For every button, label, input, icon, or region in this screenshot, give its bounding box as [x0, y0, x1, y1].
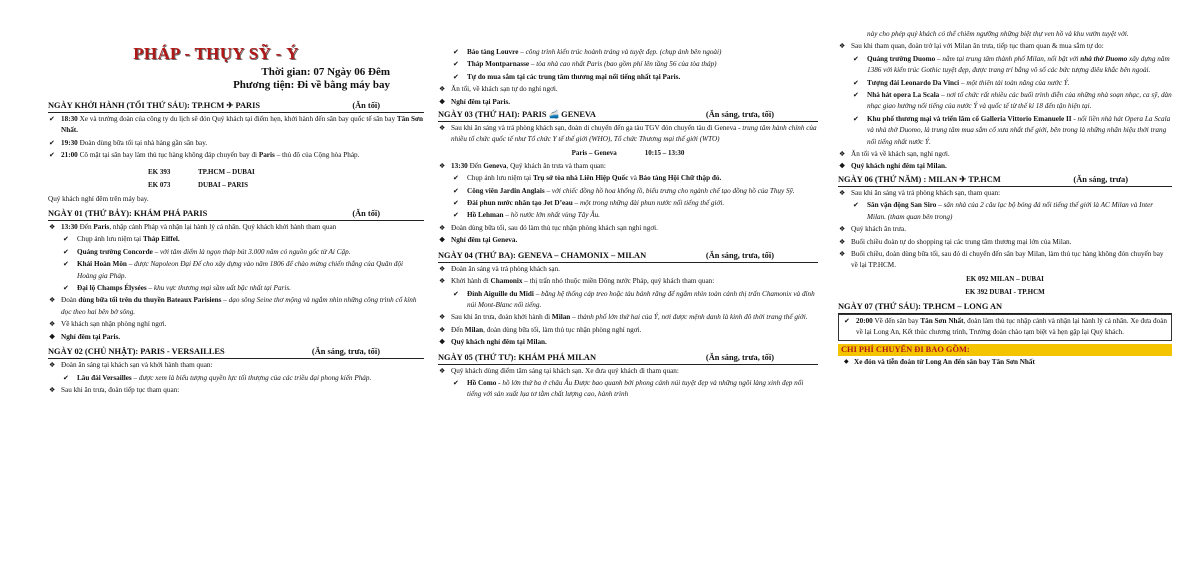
day-heading-3: NGÀY 03 (THỨ HAI): PARIS 🚄 GENEVA (Ăn sáng, trưa, tối): [438, 109, 818, 122]
tour-transport: Phương tiện: Đi về bằng máy bay: [233, 79, 390, 91]
list-item: ❖ Khởi hành đi Chamonix – thị trấn nhỏ thuộc miền Đông nước Pháp, quý khách tham quan:: [438, 276, 818, 287]
list-item: ✔ Nhà hát opera La Scala – nơi tổ chức rất nhiều các buổi trình diễn của những nhà soạn nhạc, ca sỹ, dàn nhạc giao hưởng nổi tiếng của nước Ý và quốc tế từ thế kỉ 18 đến tận hiện tại.: [838, 90, 1172, 113]
list-item: ❖ 13:30 Đến Geneva, Quý khách ăn trưa và tham quan:: [438, 161, 818, 172]
list-item: ❖ Sau khi tham quan, đoàn trở lại với Milan ăn trưa, tiếp tục tham quan & mua sắm tự do:: [838, 41, 1172, 52]
list-item: ✔ Khải Hoàn Môn – được Napoleon Đại Đế cho xây dựng vào năm 1806 để chào mừng chiến thắng của Quân đội Hoàng gia Pháp.: [48, 259, 424, 282]
list-item: ✔ 20:00 Về đến sân bay Tân Sơn Nhất, đoàn làm thủ tục nhập cảnh và nhận lại hành lý cá nhân. Xe đưa đoàn về lại Long An, Kết thúc chương trình, Trưởng đoàn chào tạm biệt và hẹn gặp lại Quý khách.: [843, 316, 1167, 339]
flight-return-2: EK 392 DUBAI - TP.HCM: [965, 287, 1045, 296]
included-costs-list: [838, 357, 1172, 368]
list-item: ❖ Sau khi ăn trưa, đoàn khởi hành đi Milan – thành phố lớn thứ hai của Ý, nơi được mệnh danh là kinh đô thời trang thế giới.: [438, 312, 818, 323]
day4-items: [438, 264, 818, 349]
list-item: ✔ Quảng trường Concorde – với tâm điểm là ngọn tháp bút 3.000 năm có nguồn gốc từ Ai Cập.: [48, 247, 424, 258]
day-heading-4: NGÀY 04 (THỨ BA): GENEVA – CHAMONIX – MILAN (Ăn sáng, trưa, tối): [438, 250, 818, 263]
list-item: ✔ Tự do mua sắm tại các trung tâm thương mại nổi tiếng nhất tại Paris.: [438, 72, 818, 83]
list-item: ✔ Đại lộ Champs Élysées – khu vực thương mại sầm uất bậc nhất tại Paris.: [48, 283, 424, 294]
list-item: ❖ Sau khi ăn sáng và trả phòng khách sạn, tham quan:: [838, 188, 1172, 199]
column-3: [838, 28, 1172, 573]
flight-return-1: EK 092 MILAN – DUBAI: [966, 274, 1044, 283]
list-item: ❖ Nghỉ đêm tại Geneva.: [438, 235, 818, 246]
list-item: ❖ Ăn tối và về khách sạn, nghỉ ngơi.: [838, 149, 1172, 160]
list-item: ✔ Đài phun nước nhân tạo Jet D’eau – một trong những đài phun nước nổi tiếng thế giới.: [438, 198, 818, 209]
departure-items: [48, 114, 424, 162]
day2-items: [48, 360, 424, 396]
list-item: ✔ Lâu đài Versailles – được xem là biểu tượng quyền lực tối thượng của các triều đại phong kiến Pháp.: [48, 373, 424, 384]
list-item: ✔ Chụp ảnh lưu niệm tại Trụ sở tòa nhà Liên Hiệp Quốc và Bảo tàng Hội Chữ thập đỏ.: [438, 173, 818, 184]
list-item: ✔ Công viên Jardin Anglais – với chiếc đồng hồ hoa khổng lồ, biểu trưng cho ngành chế tạo đồng hồ của Thụy Sỹ.: [438, 186, 818, 197]
list-item: ❖ Quý khách nghỉ đêm tại Milan.: [838, 161, 1172, 172]
list-item: ❖ Nghỉ đêm tại Paris.: [438, 97, 818, 108]
list-item: ✔ 21:00 Cô mặt tại sân bay làm thủ tục hàng không đáp chuyến bay đi Paris – thủ đô của Cộng hòa Pháp.: [48, 150, 424, 161]
day1-items: [48, 222, 424, 343]
list-item: ✔ Hồ Lehman – hồ nước lớn nhất vùng Tây Âu.: [438, 210, 818, 221]
list-item: ❖ 13:30 Đến Paris, nhập cảnh Pháp và nhận lại hành lý cá nhân. Quý khách khởi hành tham quan: [48, 222, 424, 233]
list-item: ❖ Về khách sạn nhận phòng nghỉ ngơi.: [48, 319, 424, 330]
day6-items: [838, 188, 1172, 272]
list-item: ✔ Tượng đài Leonardo Da Vinci – một thiên tài toàn năng của nước Ý.: [838, 78, 1172, 89]
list-item: ❖ Đoàn dùng bữa tối, sau đó làm thủ tục nhận phòng khách sạn nghỉ ngơi.: [438, 223, 818, 234]
day3-items-2: [438, 161, 818, 247]
list-item: ❖ Buổi chiều đoàn tự do shopping tại các trung tâm thương mại lớn của Milan.: [838, 237, 1172, 248]
list-item: ✔ 19:30 Đoàn dùng bữa tối tại nhà hàng gần sân bay.: [48, 138, 424, 149]
day-heading-1: NGÀY 01 (THỨ BẢY): KHÁM PHÁ PARIS (Ăn tối): [48, 208, 424, 221]
list-item: ❖ Quý khách nghỉ đêm tại Milan.: [438, 337, 818, 348]
column-1: [48, 40, 424, 585]
list-item: ✔ Khu phố thương mại và triển lãm cổ Galleria Vittorio Emanuele II - nối liền nhà hát Opera La Scala và nhà thờ Duomo, là trung tâm mua sắm cổ xưa nhất thế giới, bên trong là những nhãn hiệu thời trang nổi tiếng nhất nước Ý.: [838, 114, 1172, 148]
day2-continued-items: [438, 47, 818, 108]
day5-continued: này cho phép quý khách có thể chiêm ngưỡng những biệt thự ven hồ và khu vườn tuyệt vời.: [867, 30, 1129, 38]
list-item: ✔ Bảo tàng Louvre – công trình kiến trúc hoành tráng và tuyệt đẹp. (chụp ảnh bên ngoài): [438, 47, 818, 58]
flight-table-outbound: [148, 166, 255, 192]
tour-title: PHÁP - THỤY SỸ - Ý: [133, 44, 299, 63]
list-item: ❖ Nghỉ đêm tại Paris.: [48, 332, 424, 343]
day5-items-2: [838, 41, 1172, 172]
list-item: ✔ Quảng trường Duomo – nằm tại trung tâm thành phố Milan, nổi bật với nhà thờ Duomo xây dựng năm 1386 với kiến trúc Gothic tuyệt đẹp, được trang trí bằng vô số các bức tượng điêu khắc bên ngoài.: [838, 54, 1172, 77]
list-item: ❖ Quý khách dùng điểm tâm sáng tại khách sạn. Xe đưa quý khách đi tham quan:: [438, 366, 818, 377]
list-item: ❖ Ăn tối, về khách sạn tự do nghỉ ngơi.: [438, 84, 818, 95]
list-item: ✔ Tháp Montparnasse – tòa nhà cao nhất Paris (bao gồm phí lên tầng 56 của tòa tháp): [438, 59, 818, 70]
list-item: ❖ Buổi chiều, đoàn dùng bữa tối, sau đó di chuyển đến sân bay Milan, làm thủ tục hàng không đón chuyến bay về lại TP.HCM.: [838, 249, 1172, 272]
list-item: ❖ Đến Milan, đoàn dùng bữa tối, làm thủ tục nhận phòng nghỉ ngơi.: [438, 325, 818, 336]
included-costs-heading: CHI PHÍ CHUYẾN ĐI BAO GỒM:: [838, 344, 1172, 356]
list-item: ✔ 18:30 Xe và trưởng đoàn của công ty du lịch sẽ đón Quý khách tại điểm hẹn, khởi hành đến sân bay quốc tế sân bay Tân Sơn Nhất.: [48, 114, 424, 137]
list-item: ❖ Sau khi ăn sáng và trả phòng khách sạn, đoàn di chuyển đến ga tàu TGV đón chuyến tàu đi Geneva - trung tâm hành chính của nhiều tổ chức quốc tế như Tổ chức Y tế thế giới (WHO), Tổ chức Thương mại thế giới (WTO): [438, 123, 818, 146]
table-row: EK 073 DUBAI – PARIS: [148, 180, 249, 189]
list-item: ❖ Quý khách ăn trưa.: [838, 224, 1172, 235]
list-item: ❖ Đoàn ăn sáng và trả phòng khách sạn.: [438, 264, 818, 275]
train-route: Paris – Geneva 10:15 – 13:30: [571, 148, 685, 157]
table-row: EK 393 TP.HCM – DUBAI: [148, 167, 255, 176]
list-item: ✔ Hồ Como - hồ lớn thứ ba ở châu Âu Được bao quanh bởi phong cảnh núi tuyệt đẹp và những ngôi làng xinh đẹp nổi tiếng với sản xuất lụa tơ tằm chất lượng cao, hành trình: [438, 378, 818, 401]
day-heading-7: NGÀY 07 (THỨ SÁU): TP.HCM – LONG AN: [838, 301, 1172, 314]
list-item: ❖ Sau khi ăn trưa, đoàn tiếp tục tham quan:: [48, 385, 424, 396]
list-item: ✔ Sân vận động San Siro – sân nhà của 2 câu lạc bộ bóng đá nổi tiếng thế giới là AC Milan và Inter Milan. (tham quan bên trong): [838, 200, 1172, 223]
column-2: [438, 40, 818, 585]
list-item: ❖ Đoàn ăn sáng tại khách sạn và khởi hành tham quan:: [48, 360, 424, 371]
day-heading-departure: NGÀY KHỞI HÀNH (TỐI THỨ SÁU): TP.HCM ✈ PARIS (Ăn tối): [48, 100, 424, 113]
list-item: ◆ Xe đón và tiễn đoàn từ Long An đến sân bay Tân Sơn Nhất: [838, 357, 1172, 368]
day-heading-6: NGÀY 06 (THỨ NĂM) : MILAN ✈ TP.HCM (Ăn sáng, trưa): [838, 174, 1172, 187]
list-item: ❖ Đoàn dùng bữa tối trên du thuyền Bateaux Parisiens – dạo sông Seine thơ mộng và ngắm nhìn những công trình cổ kính dọc theo hai bên bờ sông.: [48, 295, 424, 318]
overnight-note: Quý khách nghỉ đêm trên máy bay.: [48, 194, 149, 203]
day5-items: [438, 366, 818, 401]
day-heading-5: NGÀY 05 (THỨ TƯ): KHÁM PHÁ MILAN (Ăn sáng, trưa, tối): [438, 352, 818, 365]
list-item: ✔ Đỉnh Aiguille du Midi – bằng hệ thống cáp treo hoặc tàu bánh răng để ngắm nhìn toàn cảnh thị trấn Chamonix và đỉnh núi Mont-Blanc nổi tiếng.: [438, 289, 818, 312]
day-heading-2: NGÀY 02 (CHỦ NHẬT): PARIS - VERSAILLES (Ăn sáng, trưa, tối): [48, 346, 424, 359]
day7-box: [838, 314, 1172, 341]
day3-items: [438, 123, 818, 146]
tour-duration: Thời gian: 07 Ngày 06 Đêm: [261, 66, 390, 78]
list-item: ✔ Chụp ảnh lưu niệm tại Tháp Eiffel.: [48, 234, 424, 245]
